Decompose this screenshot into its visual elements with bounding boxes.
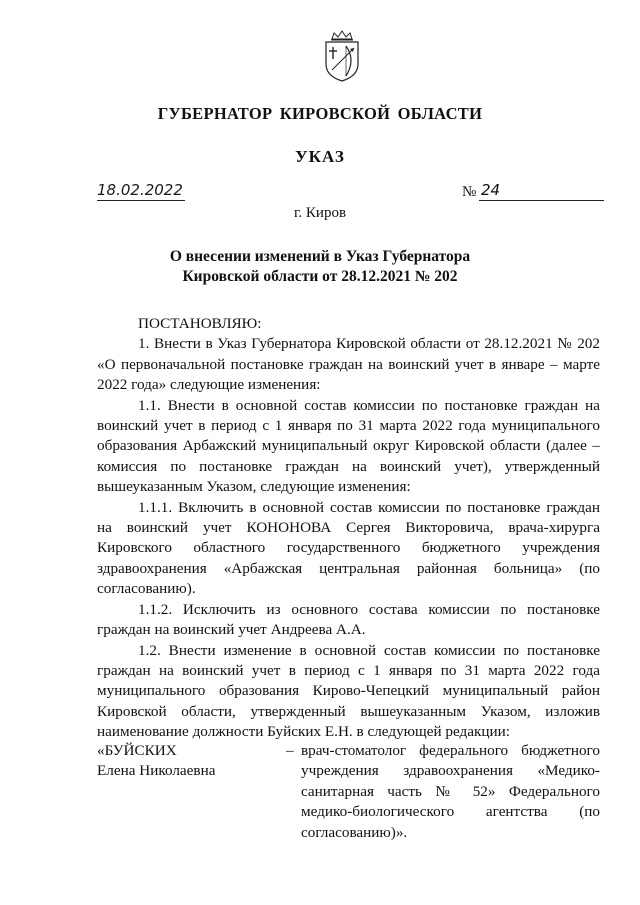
document-body <box>97 314 600 743</box>
paragraph-1-2: 1.2. Внести изменение в основной состав комиссии по постановке граждан на воинский учет в период с 1 января по 31 марта 2022 года муниципального образования Кирово-Чепецкий муниципальный район Кировской области, утвержденный вышеуказанным Указом, изложив наименование должности Буйских Е.Н. в следующей редакции: <box>97 641 600 741</box>
number-label: № <box>462 184 477 200</box>
city: г. Киров <box>293 205 347 221</box>
document-number: 24 <box>479 181 604 201</box>
person-surname: «БУЙСКИХ <box>97 742 177 759</box>
position-description: врач-стоматолог федерального бюджетного учреждения здравоохранения «Медико-санитарная часть № 52» Федерального медико-биологического агентства (по согласованию)». <box>301 742 600 841</box>
paragraph-1-1: 1.1. Внести в основной состав комиссии по постановке граждан на воинский учет в период с 1 января по 31 марта 2022 года муниципального образования Арбажский муниципальный округ Кировской области (далее – комиссия по постановке граждан на воинский учет), утвержденный вышеуказанным Указом, следующие изменения: <box>97 396 600 496</box>
decree-word: ПОСТАНОВЛЯЮ: <box>138 315 262 332</box>
person-name <box>97 741 277 782</box>
issuing-authority: ГУБЕРНАТОР КИРОВСКОЙ ОБЛАСТИ <box>157 104 483 123</box>
paragraph-1-1-1: 1.1.1. Включить в основной состав комиссии по постановке граждан на воинский учет КОНОНОВА Сергея Викторовича, врача-хирурга Кировского областного государственного бюджетного учреждения здравоохранения «Арбажская центральная районная больница» (по согласованию). <box>97 498 600 598</box>
kirov-coat-of-arms-icon <box>320 30 364 82</box>
document-date: 18.02.2022 <box>97 181 185 201</box>
dash-separator: – <box>286 742 294 759</box>
document-subject <box>0 247 640 286</box>
document-type: УКАЗ <box>295 147 345 166</box>
paragraph-1-1-2: 1.1.2. Исключить из основного состава комиссии по постановке граждан на воинский учет Андреева А.А. <box>97 600 600 639</box>
person-given-names: Елена Николаевна <box>97 762 216 780</box>
subject-line: О внесении изменений в Указ Губернатора <box>169 248 471 265</box>
paragraph-1: 1. Внести в Указ Губернатора Кировской области от 28.12.2021 № 202 «О первоначальной постановке граждан на воинский учет в январе – марте 2022 года» следующие изменения: <box>97 335 600 394</box>
subject-line: Кировской области от 28.12.2021 № 202 <box>182 267 458 285</box>
